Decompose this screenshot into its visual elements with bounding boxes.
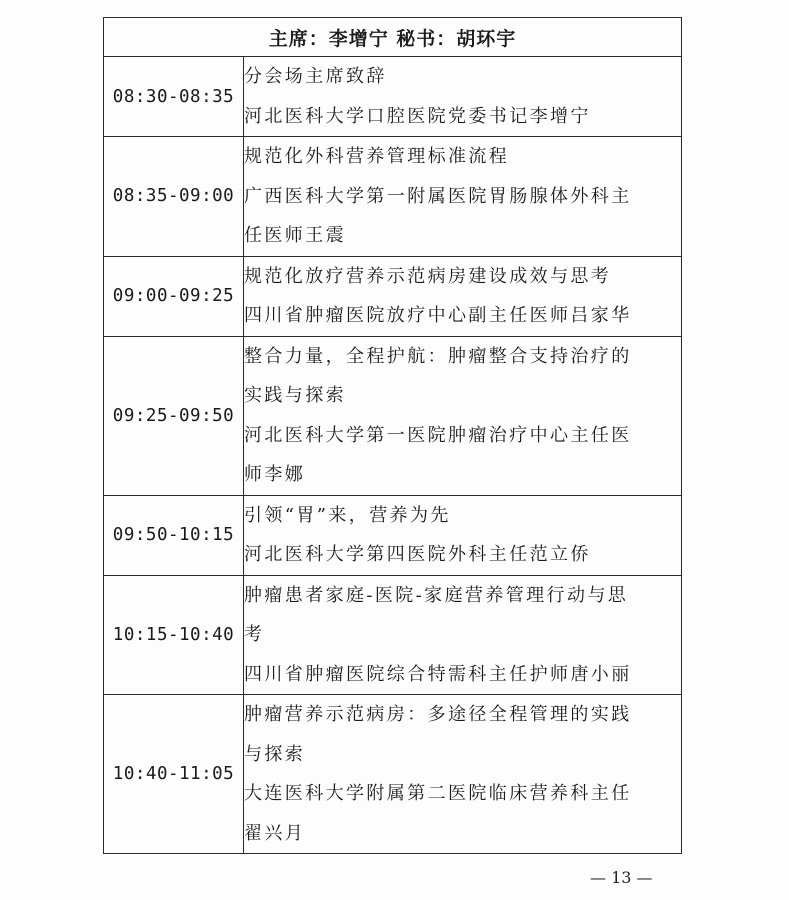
session-content xyxy=(244,575,682,695)
session-text-line: 河北医科大学第四医院外科主任范立侨 xyxy=(244,544,591,565)
session-content xyxy=(244,695,682,854)
session-text-line: 翟兴月 xyxy=(244,822,306,844)
session-text-line: 分会场主席致辞 xyxy=(244,66,387,87)
session-text-line: 肿瘤营养示范病房：多途径全程管理的实践 xyxy=(244,704,632,725)
session-time: 09:25-09:50 xyxy=(104,336,244,495)
session-text-line: 河北医科大学第一医院肿瘤治疗中心主任医 xyxy=(244,424,632,446)
session-text-line: 肿瘤患者家庭-医院-家庭营养管理行动与思 xyxy=(244,584,629,606)
session-row xyxy=(104,137,682,257)
session-time: 08:30-08:35 xyxy=(104,57,244,137)
session-text-line: 规范化放疗营养示范病房建设成效与思考 xyxy=(244,265,612,287)
chair-secretary-header: 主席：李增宁 秘书：胡环宇 xyxy=(104,18,682,57)
session-row xyxy=(104,495,682,575)
schedule-table xyxy=(103,17,682,854)
session-time: 10:15-10:40 xyxy=(104,575,244,695)
session-row xyxy=(104,256,682,336)
page-number: — 13 — xyxy=(590,868,653,887)
session-row xyxy=(104,57,682,137)
session-time: 08:35-09:00 xyxy=(104,137,244,257)
session-time: 09:00-09:25 xyxy=(104,256,244,336)
session-text-line: 广西医科大学第一附属医院胃肠腺体外科主 xyxy=(244,185,632,207)
session-text-line: 河北医科大学口腔医院党委书记李增宁 xyxy=(244,105,591,127)
session-text-line: 规范化外科营养管理标准流程 xyxy=(244,146,510,167)
session-text-line: 实践与探索 xyxy=(244,385,346,406)
session-time: 10:40-11:05 xyxy=(104,695,244,854)
session-row xyxy=(104,575,682,695)
session-text-line: 大连医科大学附属第二医院临床营养科主任 xyxy=(244,783,632,804)
session-content xyxy=(244,495,682,575)
session-text-line: 四川省肿瘤医院放疗中心副主任医师吕家华 xyxy=(244,305,632,326)
session-text-line: 任医师王震 xyxy=(244,225,346,246)
header-row xyxy=(104,18,682,57)
session-text-line: 师李娜 xyxy=(244,464,306,485)
session-text-line: 整合力量，全程护航：肿瘤整合支持治疗的 xyxy=(244,345,632,367)
session-text-line: 与探索 xyxy=(244,743,306,765)
session-text-line: 考 xyxy=(244,624,265,645)
session-row xyxy=(104,695,682,854)
session-text-line: 四川省肿瘤医院综合特需科主任护师唐小丽 xyxy=(244,663,632,685)
session-content xyxy=(244,256,682,336)
session-content xyxy=(244,57,682,137)
session-content xyxy=(244,137,682,257)
session-row xyxy=(104,336,682,495)
session-time: 09:50-10:15 xyxy=(104,495,244,575)
session-text-line: 引领“胃”来，营养为先 xyxy=(244,504,451,526)
session-content xyxy=(244,336,682,495)
